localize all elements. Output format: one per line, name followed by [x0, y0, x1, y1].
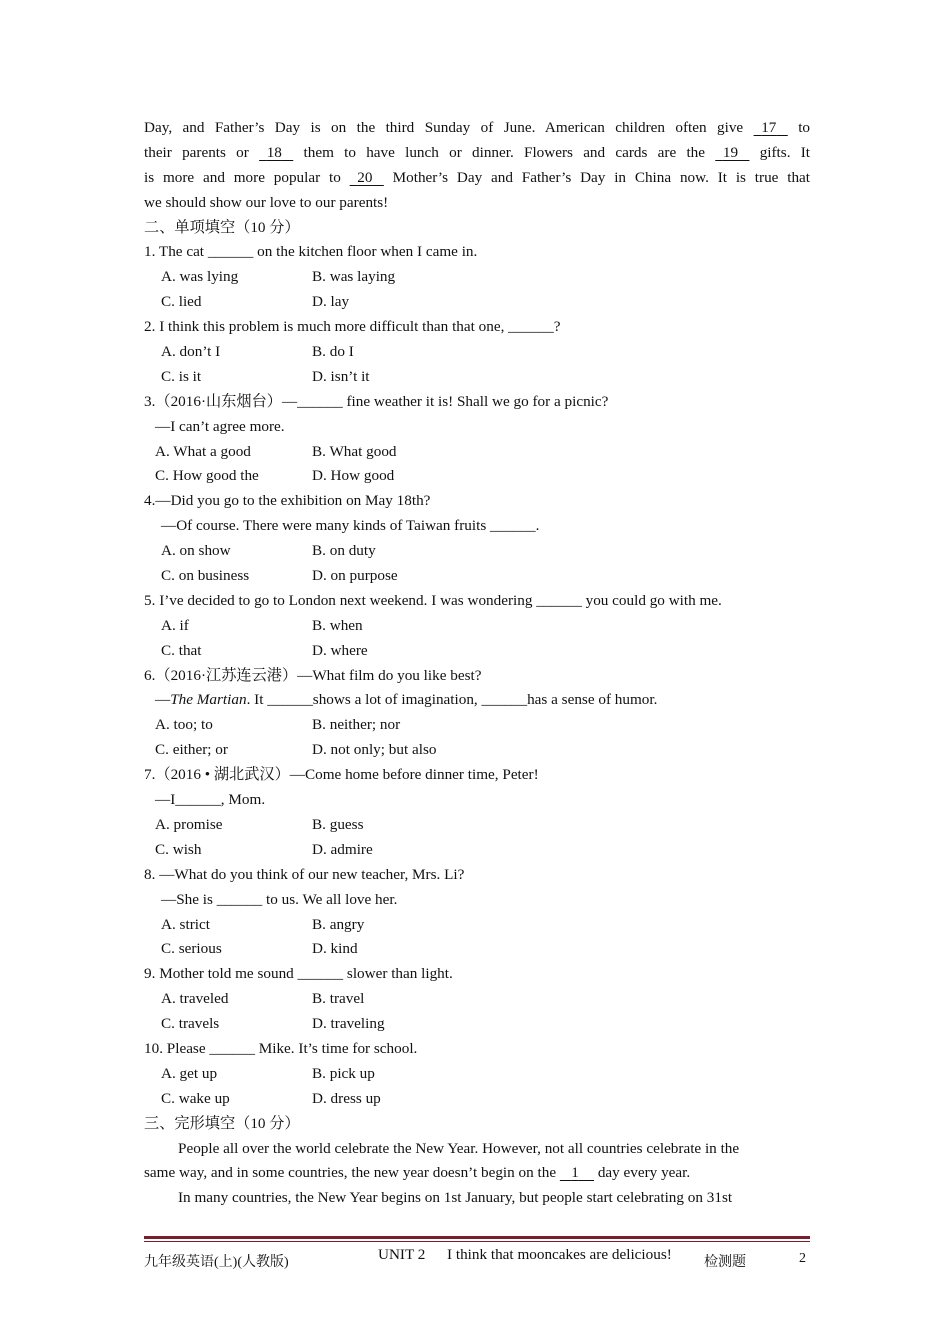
option-row — [144, 987, 810, 1012]
option: A. get up — [161, 1064, 218, 1082]
passage-line: In many countries, the New Year begins on 1st January, but people start celebrating on 31st — [178, 1189, 733, 1207]
option: A. was lying — [161, 268, 239, 286]
option: C. How good the — [155, 467, 259, 485]
passage-line: is more and more popular to 20 Mother’s Day and Father’s Day in China now. It is true that — [144, 166, 810, 191]
section-heading: 三、完形填空（10 分） — [144, 1114, 300, 1132]
page-number: 2 — [799, 1251, 806, 1266]
option-row — [144, 614, 810, 639]
option-row — [144, 1012, 810, 1037]
footer-tag: 检测题 — [704, 1255, 746, 1270]
option: B. pick up — [312, 1064, 375, 1082]
question-reply: —I can’t agree more. — [155, 417, 285, 435]
option: D. not only; but also — [312, 741, 437, 759]
question-stem: 10. Please ______ Mike. It’s time for school. — [144, 1039, 418, 1057]
option: D. on purpose — [312, 567, 398, 585]
option: D. isn’t it — [312, 367, 370, 385]
question-stem: 2. I think this problem is much more difficult than that one, ______? — [144, 318, 561, 336]
option-row — [144, 1087, 810, 1112]
option: C. wish — [155, 840, 202, 858]
question-stem: 3.（2016·山东烟台）—______ fine weather it is! Shall we go for a picnic? — [144, 392, 609, 410]
footer-book-title: 九年级英语(上)(人教版) — [144, 1255, 289, 1270]
option: C. is it — [161, 367, 202, 385]
option: C. either; or — [155, 741, 228, 759]
blank-18: 18 — [266, 143, 282, 161]
question-reply: —The Martian. It ______shows a lot of imagination, ______has a sense of humor. — [155, 691, 658, 709]
option: A. What a good — [155, 442, 251, 460]
option: B. on duty — [312, 542, 376, 560]
option-row — [144, 440, 810, 465]
option: B. What good — [312, 442, 397, 460]
option-row — [144, 1062, 810, 1087]
option: A. on show — [161, 542, 231, 560]
film-title: The Martian — [170, 691, 247, 709]
option-row — [144, 340, 810, 365]
document-body — [144, 116, 810, 1211]
blank-1: 1 — [571, 1164, 579, 1182]
option: C. travels — [161, 1015, 220, 1033]
option: A. promise — [155, 815, 223, 833]
option-row — [144, 937, 810, 962]
option: B. guess — [312, 815, 364, 833]
option: A. strict — [161, 915, 210, 933]
option-row — [144, 290, 810, 315]
option: C. lied — [161, 293, 202, 311]
option: A. traveled — [161, 990, 229, 1008]
footer-divider-thin — [144, 1241, 810, 1242]
option: A. don’t I — [161, 343, 221, 361]
option-row — [144, 564, 810, 589]
question-reply: —She is ______ to us. We all love her. — [161, 890, 398, 908]
option: C. wake up — [161, 1089, 230, 1107]
option: D. How good — [312, 467, 395, 485]
question-stem: 4.—Did you go to the exhibition on May 18th? — [144, 492, 431, 510]
option: B. do I — [312, 343, 354, 361]
option-row — [144, 738, 810, 763]
option: D. traveling — [312, 1015, 385, 1033]
option: B. travel — [312, 990, 365, 1008]
option-row — [144, 539, 810, 564]
option: C. that — [161, 641, 202, 659]
question-reply: —Of course. There were many kinds of Taiwan fruits ______. — [161, 517, 540, 535]
option-row — [144, 365, 810, 390]
passage-line: People all over the world celebrate the New Year. However, not all countries celebrate in the — [178, 1139, 740, 1157]
option: B. was laying — [312, 268, 396, 286]
option: A. if — [161, 616, 189, 634]
option-row — [144, 464, 810, 489]
option-row — [144, 838, 810, 863]
footer-unit: UNIT 2 — [378, 1246, 426, 1263]
question-stem: 5. I’ve decided to go to London next weekend. I was wondering ______ you could go with me. — [144, 591, 722, 609]
option: B. neither; nor — [312, 716, 401, 734]
footer-divider — [144, 1236, 810, 1239]
option: B. angry — [312, 915, 365, 933]
option: D. where — [312, 641, 368, 659]
question-stem: 1. The cat ______ on the kitchen floor when I came in. — [144, 243, 478, 261]
question-stem: 8. —What do you think of our new teacher, Mrs. Li? — [144, 865, 465, 883]
blank-17: 17 — [761, 119, 777, 136]
option-row — [144, 913, 810, 938]
option: C. on business — [161, 567, 250, 585]
option: B. when — [312, 616, 363, 634]
question-reply: —I______, Mom. — [155, 791, 266, 809]
footer-unit-title: I think that mooncakes are delicious! — [447, 1246, 672, 1263]
option: D. kind — [312, 940, 358, 958]
blank-19: 19 — [722, 143, 739, 161]
passage-line: their parents or 18 them to have lunch or dinner. Flowers and cards are the 19 gifts. It — [144, 141, 810, 166]
option-row — [144, 265, 810, 290]
question-stem: 7.（2016 • 湖北武汉）—Come home before dinner time, Peter! — [144, 766, 539, 784]
passage-line: we should show our love to our parents! — [144, 193, 389, 211]
passage-line: same way, and in some countries, the new year doesn’t begin on the 1 day every year. — [144, 1161, 810, 1186]
option: C. serious — [161, 940, 222, 958]
question-stem: 9. Mother told me sound ______ slower than light. — [144, 965, 453, 983]
passage-line: Day, and Father’s Day is on the third Sunday of June. American children often give 17 to — [144, 116, 810, 141]
option-row — [144, 713, 810, 738]
question-stem: 6.（2016·江苏连云港）—What film do you like best? — [144, 666, 482, 684]
section-heading: 二、单项填空（10 分） — [144, 218, 300, 236]
option: D. lay — [312, 293, 350, 311]
option: D. dress up — [312, 1089, 381, 1107]
blank-20: 20 — [357, 168, 373, 186]
option: D. admire — [312, 840, 373, 858]
option-row — [144, 639, 810, 664]
option: A. too; to — [155, 716, 213, 734]
option-row — [144, 813, 810, 838]
